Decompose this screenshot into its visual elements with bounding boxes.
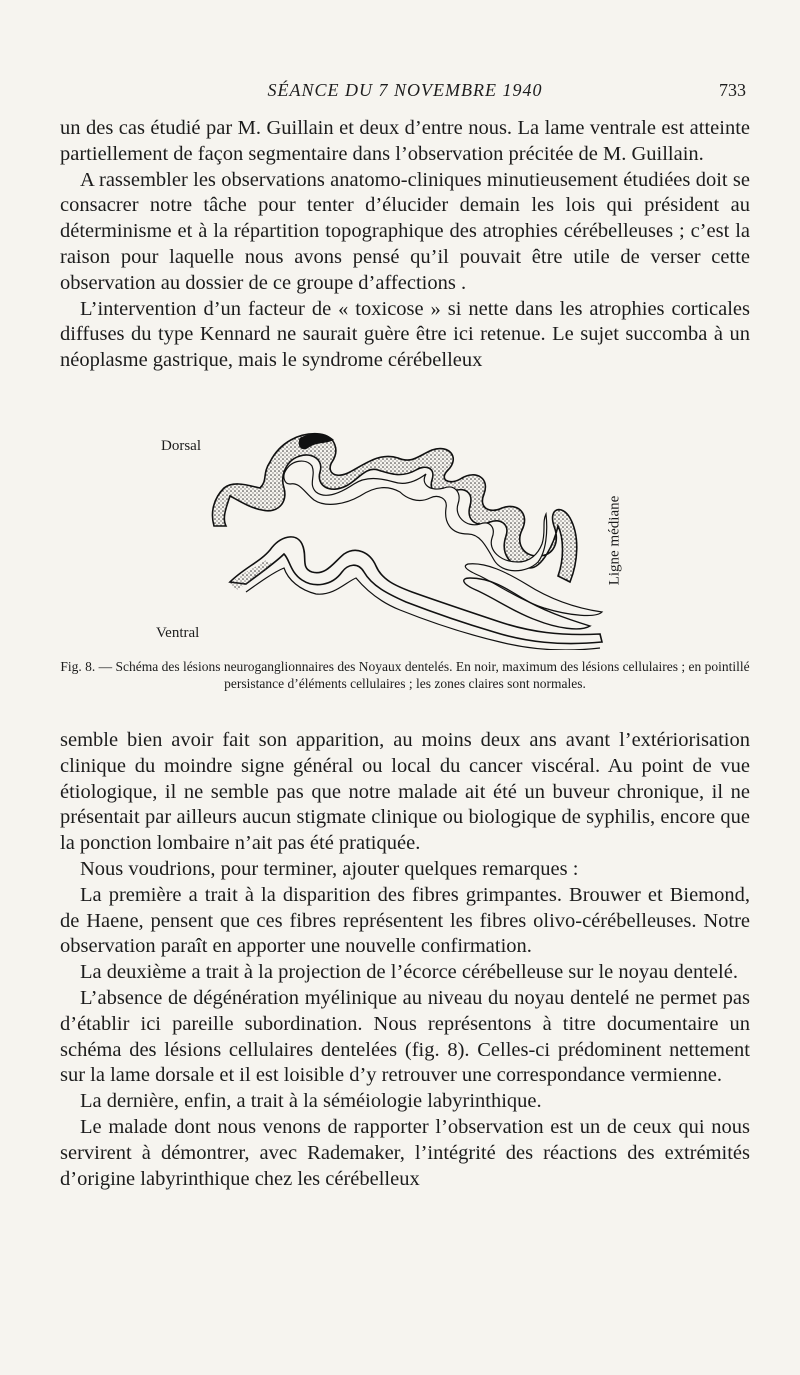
- paragraph: semble bien avoir fait son apparition, au moins deux ans avant l’extériorisation clinique du moindre signe général ou local du cancer viscéral. Au point de vue étiologique, il ne semble pas que notre malade ait été un buveur chronique, il ne présentait par ailleurs aucun stigmate clinique ou biologique de syphilis, encore que la ponction lombaire n’ait pas été pratiquée.: [60, 729, 750, 855]
- paragraph: A rassembler les observations anatomo-cliniques minutieusement étudiées doit se consacrer notre tâche pour tenter d’élucider demain les lois qui président au déterminisme et à la répartition topographique des atrophies cérébelleuses ; c’est la raison pour laquelle nous avons pensé qu’il pouvait être utile de verser cette observation au dossier de ce groupe d’affections .: [60, 168, 750, 294]
- label-dorsal: Dorsal: [161, 438, 201, 454]
- paragraph: L’absence de dégénération myélinique au niveau du noyau dentelé ne permet pas d’établir ici pareille subordination. Nous représentons à titre documentaire un schéma des lésions cellulaires dentelées (fig. 8). Celles-ci prédominent nettement sur la lame dorsale et il est loisible d’y retrouver une correspondance vermienne.: [60, 986, 750, 1087]
- page-number: 733: [719, 80, 746, 100]
- running-head: [60, 80, 750, 104]
- ventral-lamina-outer: [230, 537, 602, 644]
- ventral-stipple: [230, 560, 272, 590]
- running-title: SÉANCE DU 7 NOVEMBRE 1940: [267, 80, 543, 100]
- paragraph: Nous voudrions, pour terminer, ajouter quelques remarques :: [80, 857, 579, 880]
- paragraph: L’intervention d’un facteur de « toxicose » si nette dans les atrophies corticales diffuses du type Kennard ne saurait guère être ici retenue. Le sujet succomba à un néoplasme gastrique, mais le syndrome cérébelleux: [60, 297, 750, 372]
- paragraph: Le malade dont nous venons de rapporter l’observation est un de ceux qui nous servirent à démontrer, avec Rademaker, l’intégrité des réactions des extrémités d’origine labyrinthique chez les cérébelleux: [60, 1115, 750, 1190]
- dentate-nucleus-schema: [150, 422, 670, 650]
- ventral-lamina-lower-2: [465, 564, 602, 616]
- lower-text-block: [60, 728, 750, 1192]
- paragraph: La première a trait à la disparition des fibres grimpantes. Brouwer et Biemond, de Haene, pensent que ces fibres représentent les fibres olivo-cérébelleuses. Notre observation paraît en apporter une nouvelle confirmation.: [60, 883, 750, 958]
- label-ventral: Ventral: [156, 625, 200, 641]
- upper-text-block: [60, 116, 750, 374]
- figure-caption: Fig. 8. — Schéma des lésions neuroganglionnaires des Noyaux dentelés. En noir, maximum des lésions cellulaires ; en pointillé persistance d’éléments cellulaires ; les zones claires sont normales.: [60, 659, 750, 691]
- figure-dentate-nucleus: [150, 422, 670, 650]
- paragraph: La deuxième a trait à la projection de l’écorce cérébelleuse sur le noyau dentelé.: [80, 961, 738, 984]
- paragraph: un des cas étudié par M. Guillain et deux d’entre nous. La lame ventrale est atteinte partiellement de façon segmentaire dans l’observation précitée de M. Guillain.: [60, 117, 750, 165]
- paragraph: La dernière, enfin, a trait à la séméiologie labyrinthique.: [80, 1090, 542, 1113]
- label-median-line: Ligne médiane: [606, 495, 623, 586]
- dorsal-lamina-outer: [212, 434, 576, 582]
- ventral-lamina-lower: [464, 578, 590, 629]
